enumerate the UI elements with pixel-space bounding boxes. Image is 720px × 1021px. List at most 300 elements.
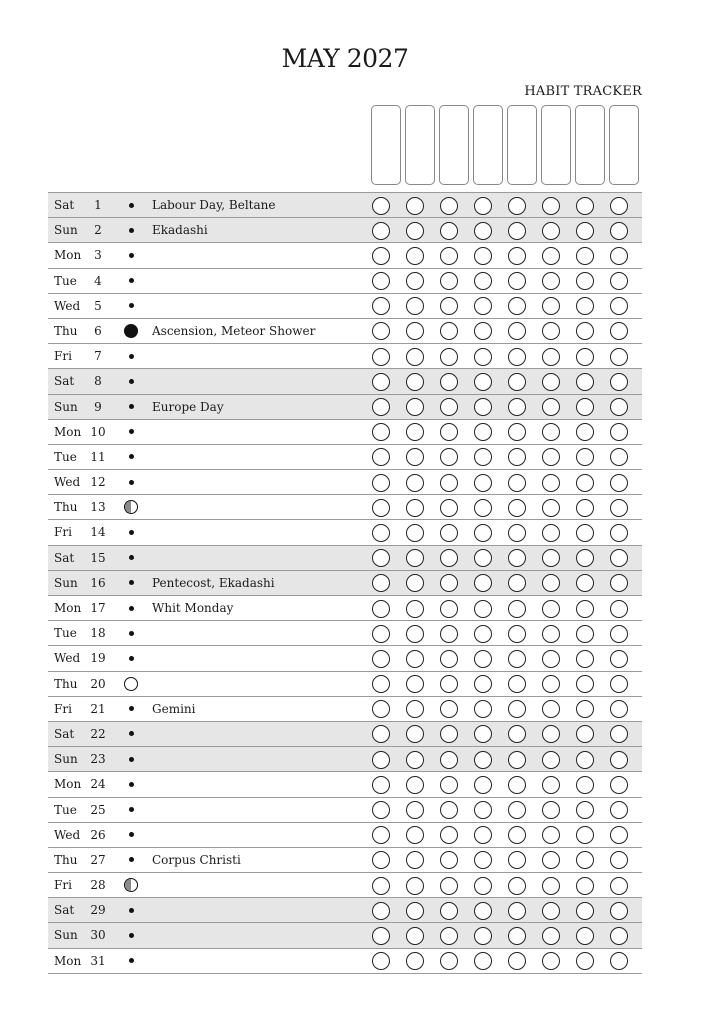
habit-checkbox[interactable] — [610, 675, 628, 693]
day-of-week: Mon — [54, 424, 82, 439]
habit-checkbox[interactable] — [406, 650, 424, 668]
day-event: Pentecost, Ekadashi — [152, 575, 275, 590]
habit-header-box[interactable] — [609, 105, 639, 185]
quarter-moon-icon — [124, 878, 138, 892]
habit-checkbox[interactable] — [440, 600, 458, 618]
habit-header-box[interactable] — [507, 105, 537, 185]
habit-checkbox[interactable] — [372, 877, 390, 895]
day-of-week: Wed — [54, 298, 81, 313]
habit-checkbox[interactable] — [372, 549, 390, 567]
habit-checkbox[interactable] — [508, 625, 526, 643]
habit-checkbox[interactable] — [440, 902, 458, 920]
habit-checkbox[interactable] — [372, 474, 390, 492]
habit-checkbox[interactable] — [576, 448, 594, 466]
habit-checkbox[interactable] — [610, 927, 628, 945]
habit-checkbox[interactable] — [372, 448, 390, 466]
habit-checkbox[interactable] — [474, 776, 492, 794]
habit-checkbox[interactable] — [576, 222, 594, 240]
day-row — [48, 570, 642, 595]
habit-checkbox[interactable] — [474, 398, 492, 416]
habit-checkbox[interactable] — [610, 902, 628, 920]
habit-checkbox[interactable] — [372, 851, 390, 869]
day-row — [48, 771, 642, 796]
habit-checkbox[interactable] — [576, 776, 594, 794]
habit-checkbox[interactable] — [508, 272, 526, 290]
habit-checkbox[interactable] — [576, 373, 594, 391]
habit-checkbox[interactable] — [406, 625, 424, 643]
habit-checkbox[interactable] — [508, 725, 526, 743]
habit-checkbox[interactable] — [440, 801, 458, 819]
habit-checkbox[interactable] — [474, 197, 492, 215]
habit-checkbox[interactable] — [508, 927, 526, 945]
habit-checkbox[interactable] — [406, 600, 424, 618]
habit-checkbox[interactable] — [406, 423, 424, 441]
habit-checkbox[interactable] — [576, 322, 594, 340]
habit-checkbox[interactable] — [542, 625, 560, 643]
habit-checkbox[interactable] — [610, 247, 628, 265]
habit-checkbox[interactable] — [610, 197, 628, 215]
habit-checkbox[interactable] — [474, 348, 492, 366]
habit-checkbox[interactable] — [508, 675, 526, 693]
habit-checkbox[interactable] — [508, 423, 526, 441]
moon-phase — [123, 273, 139, 289]
habit-checkbox[interactable] — [474, 650, 492, 668]
habit-checkbox[interactable] — [474, 877, 492, 895]
day-row — [48, 318, 642, 343]
habit-checkbox[interactable] — [576, 751, 594, 769]
habit-checkbox[interactable] — [474, 423, 492, 441]
habit-checkbox[interactable] — [542, 650, 560, 668]
moon-dot-icon — [129, 807, 134, 812]
habit-checkbox[interactable] — [508, 448, 526, 466]
habit-checkbox[interactable] — [440, 247, 458, 265]
habit-checkbox[interactable] — [508, 574, 526, 592]
habit-checkbox[interactable] — [474, 499, 492, 517]
habit-checkbox[interactable] — [542, 272, 560, 290]
habit-checkbox[interactable] — [508, 801, 526, 819]
habit-checkbox[interactable] — [576, 524, 594, 542]
habit-checkbox[interactable] — [474, 725, 492, 743]
habit-checkbox[interactable] — [542, 600, 560, 618]
habit-checkbox[interactable] — [542, 448, 560, 466]
moon-dot-icon — [129, 631, 134, 636]
habit-checkbox[interactable] — [440, 197, 458, 215]
habit-checkbox[interactable] — [576, 675, 594, 693]
habit-checkbox[interactable] — [542, 700, 560, 718]
habit-checkbox[interactable] — [542, 348, 560, 366]
day-of-week: Thu — [54, 500, 78, 515]
habit-checkbox[interactable] — [372, 600, 390, 618]
day-row — [48, 922, 642, 947]
habit-checkbox[interactable] — [474, 700, 492, 718]
habit-checkbox[interactable] — [372, 902, 390, 920]
habit-checkbox[interactable] — [610, 751, 628, 769]
habit-checkbox[interactable] — [372, 675, 390, 693]
habit-checkbox[interactable] — [474, 826, 492, 844]
habit-checkbox[interactable] — [474, 600, 492, 618]
habit-header-box[interactable] — [439, 105, 469, 185]
day-row — [48, 444, 642, 469]
habit-checkbox[interactable] — [372, 952, 390, 970]
habit-checkbox[interactable] — [372, 398, 390, 416]
habit-checkbox[interactable] — [576, 423, 594, 441]
habit-checkbox[interactable] — [576, 499, 594, 517]
habit-checkbox[interactable] — [474, 247, 492, 265]
habit-checkbox[interactable] — [508, 222, 526, 240]
habit-checkbox[interactable] — [372, 625, 390, 643]
habit-checkbox[interactable] — [542, 474, 560, 492]
habit-checkbox[interactable] — [576, 902, 594, 920]
day-number: 10 — [90, 424, 106, 439]
habit-checkbox[interactable] — [508, 776, 526, 794]
day-event: Labour Day, Beltane — [152, 198, 276, 212]
habit-checkbox[interactable] — [508, 322, 526, 340]
habit-checkbox[interactable] — [440, 927, 458, 945]
habit-checkbox[interactable] — [576, 247, 594, 265]
day-row — [48, 293, 642, 318]
habit-checkbox[interactable] — [440, 297, 458, 315]
habit-header-box[interactable] — [541, 105, 571, 185]
habit-checkbox[interactable] — [440, 423, 458, 441]
day-row — [48, 419, 642, 444]
habit-checkbox[interactable] — [406, 549, 424, 567]
habit-checkbox[interactable] — [406, 725, 424, 743]
habit-checkbox[interactable] — [474, 474, 492, 492]
habit-checkbox[interactable] — [508, 297, 526, 315]
habit-checkbox[interactable] — [440, 448, 458, 466]
habit-checkbox[interactable] — [542, 499, 560, 517]
habit-checkbox[interactable] — [372, 272, 390, 290]
habit-checkbox[interactable] — [406, 197, 424, 215]
habit-checkbox[interactable] — [372, 574, 390, 592]
habit-checkbox[interactable] — [440, 398, 458, 416]
habit-checkbox[interactable] — [542, 751, 560, 769]
habit-checkbox[interactable] — [440, 373, 458, 391]
habit-checkbox[interactable] — [576, 725, 594, 743]
habit-checkbox[interactable] — [474, 574, 492, 592]
day-of-week: Sat — [54, 903, 75, 918]
habit-checkbox[interactable] — [610, 549, 628, 567]
habit-checkbox[interactable] — [474, 272, 492, 290]
habit-checkbox[interactable] — [542, 851, 560, 869]
habit-checkbox[interactable] — [542, 776, 560, 794]
habit-checkbox[interactable] — [610, 348, 628, 366]
habit-checkbox[interactable] — [542, 373, 560, 391]
habit-checkbox[interactable] — [474, 549, 492, 567]
habit-checkbox[interactable] — [576, 398, 594, 416]
habit-checkbox[interactable] — [406, 348, 424, 366]
habit-checkbox[interactable] — [406, 373, 424, 391]
day-number: 27 — [90, 852, 106, 867]
moon-phase — [123, 399, 139, 415]
habit-checkbox[interactable] — [474, 373, 492, 391]
habit-checkbox[interactable] — [474, 297, 492, 315]
day-number: 21 — [90, 701, 106, 716]
habit-checkbox[interactable] — [610, 826, 628, 844]
habit-checkbox[interactable] — [440, 348, 458, 366]
habit-checkbox[interactable] — [542, 423, 560, 441]
habit-checkbox[interactable] — [576, 474, 594, 492]
habit-checkbox[interactable] — [542, 826, 560, 844]
habit-checkbox[interactable] — [440, 700, 458, 718]
habit-checkbox[interactable] — [372, 524, 390, 542]
habit-checkbox[interactable] — [440, 776, 458, 794]
habit-checkbox[interactable] — [576, 700, 594, 718]
day-row — [48, 645, 642, 670]
habit-checkbox[interactable] — [372, 801, 390, 819]
habit-checkbox[interactable] — [474, 222, 492, 240]
habit-checkbox[interactable] — [542, 398, 560, 416]
habit-checkbox[interactable] — [372, 322, 390, 340]
habit-checkbox[interactable] — [372, 297, 390, 315]
habit-checkbox[interactable] — [610, 524, 628, 542]
habit-checkbox[interactable] — [610, 499, 628, 517]
habit-checkbox[interactable] — [406, 776, 424, 794]
habit-checkbox[interactable] — [610, 574, 628, 592]
habit-checkbox[interactable] — [406, 801, 424, 819]
moon-phase — [123, 701, 139, 717]
habit-header-box[interactable] — [405, 105, 435, 185]
habit-checkbox[interactable] — [508, 952, 526, 970]
habit-checkbox[interactable] — [542, 574, 560, 592]
habit-checkbox[interactable] — [542, 902, 560, 920]
habit-checkbox[interactable] — [508, 751, 526, 769]
habit-header-box[interactable] — [473, 105, 503, 185]
habit-checkbox[interactable] — [440, 499, 458, 517]
habit-checkbox[interactable] — [440, 952, 458, 970]
habit-checkbox[interactable] — [406, 448, 424, 466]
habit-checkbox[interactable] — [406, 474, 424, 492]
habit-checkbox[interactable] — [542, 549, 560, 567]
habit-checkbox[interactable] — [542, 675, 560, 693]
habit-checkbox[interactable] — [406, 826, 424, 844]
habit-checkbox[interactable] — [372, 650, 390, 668]
habit-checkbox[interactable] — [610, 448, 628, 466]
habit-checkbox[interactable] — [440, 272, 458, 290]
habit-checkbox[interactable] — [372, 776, 390, 794]
habit-checkbox[interactable] — [406, 700, 424, 718]
habit-checkbox[interactable] — [576, 600, 594, 618]
day-number: 13 — [90, 500, 106, 515]
habit-checkbox[interactable] — [440, 877, 458, 895]
habit-checkbox[interactable] — [576, 625, 594, 643]
habit-checkbox[interactable] — [440, 322, 458, 340]
habit-checkbox[interactable] — [542, 197, 560, 215]
day-of-week: Fri — [54, 878, 72, 893]
habit-checkbox[interactable] — [542, 222, 560, 240]
habit-checkbox[interactable] — [542, 927, 560, 945]
habit-checkbox[interactable] — [508, 474, 526, 492]
habit-checkbox[interactable] — [610, 474, 628, 492]
habit-checkbox[interactable] — [440, 574, 458, 592]
habit-checkbox[interactable] — [610, 423, 628, 441]
habit-checkbox[interactable] — [610, 877, 628, 895]
habit-checkbox[interactable] — [406, 297, 424, 315]
habit-checkbox[interactable] — [542, 877, 560, 895]
day-event: Corpus Christi — [152, 852, 241, 867]
habit-checkbox[interactable] — [610, 398, 628, 416]
habit-checkbox[interactable] — [406, 927, 424, 945]
day-event: Ekadashi — [152, 223, 208, 238]
habit-checkbox[interactable] — [610, 272, 628, 290]
habit-checkbox[interactable] — [610, 851, 628, 869]
habit-checkbox[interactable] — [440, 625, 458, 643]
habit-checkbox[interactable] — [406, 398, 424, 416]
habit-checkbox[interactable] — [508, 197, 526, 215]
habit-checkbox[interactable] — [474, 448, 492, 466]
habit-checkbox[interactable] — [576, 348, 594, 366]
habit-checkbox[interactable] — [440, 751, 458, 769]
moon-phase — [123, 802, 139, 818]
habit-checkbox[interactable] — [610, 801, 628, 819]
habit-checkbox[interactable] — [610, 700, 628, 718]
habit-checkbox[interactable] — [372, 348, 390, 366]
habit-checkbox[interactable] — [406, 247, 424, 265]
habit-checkbox[interactable] — [576, 197, 594, 215]
habit-checkbox[interactable] — [406, 524, 424, 542]
moon-dot-icon — [129, 933, 134, 938]
habit-checkbox[interactable] — [508, 549, 526, 567]
habit-checkbox[interactable] — [508, 902, 526, 920]
habit-checkbox[interactable] — [406, 222, 424, 240]
habit-checkbox[interactable] — [610, 625, 628, 643]
habit-checkbox[interactable] — [542, 524, 560, 542]
habit-checkbox[interactable] — [576, 650, 594, 668]
habit-checkbox[interactable] — [508, 348, 526, 366]
habit-checkbox[interactable] — [542, 297, 560, 315]
habit-checkbox[interactable] — [440, 222, 458, 240]
habit-checkbox[interactable] — [576, 272, 594, 290]
habit-checkbox[interactable] — [440, 851, 458, 869]
habit-checkbox[interactable] — [440, 524, 458, 542]
habit-checkbox[interactable] — [542, 801, 560, 819]
habit-checkbox[interactable] — [474, 927, 492, 945]
habit-checkbox[interactable] — [474, 952, 492, 970]
habit-checkbox[interactable] — [576, 952, 594, 970]
habit-checkbox[interactable] — [406, 574, 424, 592]
habit-checkbox[interactable] — [610, 222, 628, 240]
habit-checkbox[interactable] — [474, 902, 492, 920]
moon-phase — [123, 524, 139, 540]
habit-checkbox[interactable] — [576, 826, 594, 844]
moon-phase — [123, 449, 139, 465]
habit-checkbox[interactable] — [372, 751, 390, 769]
habit-checkbox[interactable] — [474, 801, 492, 819]
habit-checkbox[interactable] — [406, 499, 424, 517]
habit-checkbox[interactable] — [508, 877, 526, 895]
habit-checkbox[interactable] — [406, 322, 424, 340]
habit-checkbox[interactable] — [542, 322, 560, 340]
habit-checkbox[interactable] — [508, 600, 526, 618]
habit-checkbox[interactable] — [440, 675, 458, 693]
habit-checkbox[interactable] — [542, 725, 560, 743]
habit-checkbox[interactable] — [576, 801, 594, 819]
day-of-week: Thu — [54, 676, 78, 691]
habit-checkbox[interactable] — [508, 851, 526, 869]
habit-checkbox[interactable] — [406, 851, 424, 869]
habit-checkbox[interactable] — [406, 877, 424, 895]
habit-checkbox[interactable] — [508, 650, 526, 668]
habit-checkbox[interactable] — [508, 373, 526, 391]
habit-checkbox[interactable] — [440, 826, 458, 844]
habit-checkbox[interactable] — [372, 373, 390, 391]
habit-checkbox[interactable] — [508, 700, 526, 718]
habit-checkbox[interactable] — [372, 700, 390, 718]
habit-checkbox[interactable] — [372, 826, 390, 844]
habit-checkbox[interactable] — [576, 877, 594, 895]
full-moon-icon — [124, 324, 138, 338]
habit-checkbox[interactable] — [508, 826, 526, 844]
habit-checkbox[interactable] — [474, 322, 492, 340]
moon-phase — [123, 298, 139, 314]
habit-checkbox[interactable] — [576, 297, 594, 315]
habit-checkbox[interactable] — [406, 272, 424, 290]
moon-phase — [123, 776, 139, 792]
day-number: 17 — [90, 601, 106, 615]
habit-checkbox[interactable] — [440, 474, 458, 492]
habit-checkbox[interactable] — [610, 297, 628, 315]
day-event: Europe Day — [152, 399, 224, 414]
habit-checkbox[interactable] — [406, 902, 424, 920]
habit-checkbox[interactable] — [542, 247, 560, 265]
habit-checkbox[interactable] — [508, 499, 526, 517]
habit-checkbox[interactable] — [610, 725, 628, 743]
habit-checkbox[interactable] — [406, 751, 424, 769]
habit-checkbox[interactable] — [474, 625, 492, 643]
moon-dot-icon — [129, 303, 134, 308]
habit-checkbox[interactable] — [372, 222, 390, 240]
habit-checkbox[interactable] — [576, 574, 594, 592]
habit-checkbox[interactable] — [576, 927, 594, 945]
habit-checkbox[interactable] — [474, 675, 492, 693]
habit-checkbox[interactable] — [372, 423, 390, 441]
habit-checkbox[interactable] — [474, 851, 492, 869]
habit-checkbox[interactable] — [440, 725, 458, 743]
habit-header-box[interactable] — [575, 105, 605, 185]
habit-checkbox[interactable] — [474, 751, 492, 769]
habit-checkbox[interactable] — [372, 247, 390, 265]
habit-checkbox[interactable] — [440, 549, 458, 567]
habit-checkbox[interactable] — [372, 725, 390, 743]
day-of-week: Sun — [54, 928, 78, 943]
day-number: 8 — [94, 374, 102, 389]
habit-checkbox[interactable] — [372, 197, 390, 215]
habit-checkbox[interactable] — [372, 499, 390, 517]
habit-checkbox[interactable] — [406, 952, 424, 970]
day-row — [48, 671, 642, 696]
habit-checkbox[interactable] — [576, 851, 594, 869]
habit-checkbox[interactable] — [508, 524, 526, 542]
moon-phase — [123, 650, 139, 666]
day-row — [48, 847, 642, 872]
habit-checkbox[interactable] — [610, 650, 628, 668]
day-number: 31 — [90, 953, 106, 968]
habit-checkbox[interactable] — [542, 952, 560, 970]
habit-checkbox[interactable] — [576, 549, 594, 567]
habit-checkbox[interactable] — [508, 247, 526, 265]
habit-checkbox[interactable] — [406, 675, 424, 693]
habit-checkbox[interactable] — [440, 650, 458, 668]
habit-checkbox[interactable] — [610, 322, 628, 340]
habit-checkbox[interactable] — [372, 927, 390, 945]
habit-checkbox[interactable] — [508, 398, 526, 416]
habit-checkbox[interactable] — [610, 373, 628, 391]
habit-checkbox[interactable] — [610, 600, 628, 618]
habit-checkbox[interactable] — [610, 776, 628, 794]
habit-checkbox[interactable] — [610, 952, 628, 970]
habit-header-box[interactable] — [371, 105, 401, 185]
habit-checkbox[interactable] — [474, 524, 492, 542]
